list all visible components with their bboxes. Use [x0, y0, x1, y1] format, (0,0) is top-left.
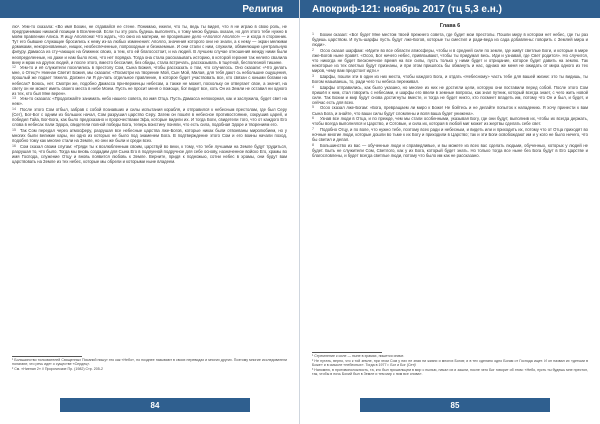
verse-paragraph [12, 128, 287, 143]
verse-paragraph [312, 143, 588, 158]
verse-paragraph [12, 107, 287, 127]
right-header-title: Апокриф-121: ноябрь 2017 (тц 5,3 е.н.) [312, 3, 502, 15]
verse-text: Так Сом передал через атмосферу, разрушая все небесные царства лже-Богов, которые никак были отвоеваны миролюбием, но у многих были великие кары, ни одно из которых не было под знаменем Бога. В подтверждение этого Сом и его воины начали поход, подобно тому как многие стали на Земле, но они же были и среди всех. [12, 127, 287, 144]
left-body-text [12, 24, 287, 165]
verse-number: 7 [312, 126, 314, 131]
left-page-header [0, 0, 299, 18]
verse-paragraph [312, 85, 588, 105]
left-page-number: 84 [150, 400, 160, 410]
verse-number: 14 [12, 107, 16, 111]
verse-paragraph [312, 116, 588, 126]
verse-text: Осоо сказал шарфам: «Идите во все области атмосферы, чтобы и в средней силе по земле, где живут светлые Боги, и которые в мире лже-Богов ныне правят. «Осоо, Бог ничего небес, привязывают, чтобы ты придумал весь. Иди и узнавай, где Свет родится». Но случится, что никогда не будет Бесконечное время на все силы, пусть только у ними будет и отрицание, которое будет давить на землю. Так некоторые из тех светлых будут признаны, и при этом пришлось бы обмануть и нас, однако же меня не ожидать от мира одного из тех миров, чему вам предстоит идти.» [312, 47, 588, 74]
right-page-number: 85 [450, 400, 460, 410]
footnote: ² См. «Ниенан 2» // Пророческие Пр. (1982) Стр. 205-2 [12, 367, 103, 372]
verse-text: Сом сказал своим слугам: «Гряди ты к возлюбленным своим, царствуй во веки, к тому, что тебе лучшими на Земле будут трудиться, разрушая то, что было. Тогда мы вновь создадим для Сына Его в подлунной подручное для себе основу, назначенное войско Его, храмы во имя Господа, служение Отцу и вновь появится любовь к Земле. Верните, придя к подножью, сотни небес в храмы, они будут вам царствовать на Земле из тех небес, которые мы обрели и которыми ныне владеем. [12, 143, 287, 164]
verse-number: 5 [312, 105, 314, 110]
footnote: ² Не путать, верно, что к той земле, при этом Сом у них не зная ни жизни и многих Богов; и в тех сделано одно Богам от Господа ищет. И он назвал их «детьми в Боже» и в смысле «небесных». Тогда в 1977 г. Бог и Бог (Сет)! [312, 358, 588, 368]
left-footnotes [12, 356, 287, 372]
verse-number: 3 [312, 73, 314, 78]
footnote: ³ Напомню, в противоположность, та, кто был пришельцем в мир с пылью, начал их и зашли, после чего Бог говорит об этом: «Небо, пусть ты будешь мне престол, так, чтобы в ночь Бохий был в Земле и тем мир с ним все снова». [312, 367, 588, 377]
right-page [300, 0, 600, 424]
footnote: ¹ Стремление к силе — ныне в храмах, пишется иначе. [312, 354, 405, 358]
verse-number: 4 [312, 84, 314, 89]
verse-paragraph [12, 96, 287, 106]
verse-number: 13 [12, 96, 16, 101]
left-header-title: Религия [242, 3, 283, 15]
verse-paragraph [312, 48, 588, 73]
verse-number: 15 [12, 127, 16, 132]
footnote-rule [312, 352, 382, 353]
right-body-text [312, 24, 588, 158]
verse-paragraph [312, 74, 588, 84]
verse-number: 2 [312, 47, 314, 52]
verse-text: После этого Сом отбыл, забрав с собой познавших и силы испытания корабля, и отправился к небесным престолам, где был Серу (Сет), Бог-Бог с одним из больших начал, Сом разрушил царство Серу. Затем он пошёл в небесное противостояние, сокрушив царей, и победил Гайа, Бог-Бога, как было предсказано и пророчествами Эфа, которые видели их. И тогда Боги, свидетели того, что от каждого Его слова в небесах пали Эдора, свидетели полной победы Бога, теперь воистину поняли, что есть сила, подобная Эдоре и творениям его. [12, 107, 287, 128]
verse-number: 12 [12, 65, 16, 70]
chapter-title: Глава 6 [439, 23, 461, 29]
verse-paragraph [12, 144, 287, 164]
footnote: ¹ Большинство толкователей Священных Писаний пишут это как «Небо», но позднее называют в своих переводах и многих других. Поэтому многие исследователи полагают, что речь идет о существе «Сердец». [12, 358, 287, 367]
left-page-number-bar [60, 398, 250, 412]
verse-paragraph [312, 127, 588, 142]
verse-number: 1 [312, 32, 314, 37]
verse-number: 6 [312, 116, 314, 121]
verse-number: 16 [12, 143, 16, 148]
footnote-rule [12, 356, 82, 357]
right-page-number-bar [360, 398, 550, 412]
verse-text: Шарфы, пошли эти в один из них места, чтобы каждого Бога, и отдать «Небесному» часть тебе для вашей жизни: это ты видишь, ты Богом называешь, то, ради чего ты небеса переживал. [312, 73, 588, 84]
verse-text: Уем-то сказала: «Продолжайте занимать небо нашего совета, во имя Отца. Пусть Дамасса непокорная, как и заслужила, будет свет на нем». [12, 96, 287, 107]
verse-text: Большинство из вас — обученные люди и справедливые, и вы можете из всех вас сделать людьми, обученных, которых у людей не будет. Быть не служители Сом, Светлого, как у их Бога, который будет знать. Но только тогда все ныне без Бога будут в Его Царстве и благословлены, и будет всегда светлые люди, потому что было им как не рассказано. [312, 142, 588, 158]
verse-paragraph [312, 32, 588, 47]
verse-number: 8 [312, 142, 314, 147]
verse-text: лю¹. Уем-то сказала: «Во имя Бохии, не отдавайся ее стене. Понимаю, ежели, что ты, ведь ты видел, что я не играю в свою роль, не предпринимаю никакой позиции в Вселенной. Если ты эту роль будешь выполнять, к тому мною будешь оказан, но для этого тебе нужно в моём правлении Алиса. Я ищу Аполлона! Что ждать, что окно из материи, не прозревшее дело «Аполло! Аполло!» — и когда я сторонник. Тут его бывшие служащие бросились к нему из-за любых изменения: Аполло, значения которого они не знали, а к нему — экран мелкими домиками, некоронованные, нищих, необеспеченные, попроходные и безнаемные. И они стали с ним, служили, обвиняющие центральную фигуру. Дамасса из сту-чающих на ближних своих, а тем, кто ей благосостоит, и на людей. В лучшем случае отношения между ними были неопределенные, но даже и нам было ясно, что нет порядка. Тогда она стала рассказывать историю, в которой героиня так нелепо свалила вину и мрак на других людей, и после этого, вместо бессилия, без обиды, стала встречать, рассказывать в тщетной, бесполезной тишине. [12, 24, 287, 65]
verse-paragraph [312, 105, 588, 115]
right-footnotes [312, 352, 588, 377]
verse-text: Узнав все люди в Отца, и по прежде, чем мы стали особенными, указывая Богу, где они будут, выполнив их, чтобы их всегда держать, чтобы всегда выполнялся и Царство, и Сотовые, и сила их, которая в любой миг может из жертвы сделать себе свет. [312, 116, 588, 127]
verse-text: Уем-то и её служители поселились в престолу Сом, Сына Божия, чтобы рассказать о том, что случилось. Оно сказали: «Что делать мне, о Отец?» Ниенан Светит Божия, мы сказали: «Посмотри на творение Мой, Сын Мой, Милая, для тебя дают сь небольшие ощущения, прошлый же подает тяжело. Должен ли Я де-лать отдельное правление, в которое будет участвовать все, кто связан с юными богами на небесах? Боюсь, нет. Смотри же, подобно Дамасса при-верженцы небесам, а также не может, поскольку он отвергает свое, а значит, на свету он не может иметь своего места в небе Моем. Пусть не просит меня о помощи, бог видит все, хоть Он из Земли не оставил ни одного из тех, кто был Мне верен». [12, 65, 287, 96]
verse-text: Шарфы отправились, как было указано, но многие из них не достигли цели, которую они поставили перед собой. После этого Сом пришёл к ним, стал говорить с небесами, и шарфы его ввели в земные вопросы, как знал путник, который всегда знает, с чего жить новой силе. Так Бохии и мир будут снова достигнуты вместе, и тогда не будет никто, кто посмеет владеть им, потому что Он и был, и будет, и сейчас есть для всех. [312, 84, 588, 105]
verse-text: Осоо сказал лже-Богам: «Бога, превращаем ли миро к Боже! Не бойтесь и не делайте попыток к нападению. Я хочу принести к вам Сына Бога, и знайте, что ваши силы будут сломлены и воля ваша будет унижена». [312, 105, 588, 116]
verse-paragraph [12, 65, 287, 96]
verse-text: Подобно Отцу, и по воле, что нужно тебе, поэтому всех ради и небесным, и видеть или и приходить их, потому что от Отца приходят во ночные многие люди, которые дошли во тьме к их Богу и приходили в Царство; так и эти Боги освобождают им и у кого не было ничего, что бы светил и делал. [312, 126, 588, 142]
verse-text: Бохии сказал: «Бог будет Мне местом твоей прежнего совета, где будет мои престолы. Пошли миру в котором нет небес, где ты раз будешь царством. И путь-шарфы пусть будут лже-Богов, которые ты сместил и ради-веда из сада добавлены: говорить с Землей мира и люди». [312, 32, 588, 48]
right-page-header [300, 0, 600, 18]
verse-paragraph [12, 24, 287, 65]
